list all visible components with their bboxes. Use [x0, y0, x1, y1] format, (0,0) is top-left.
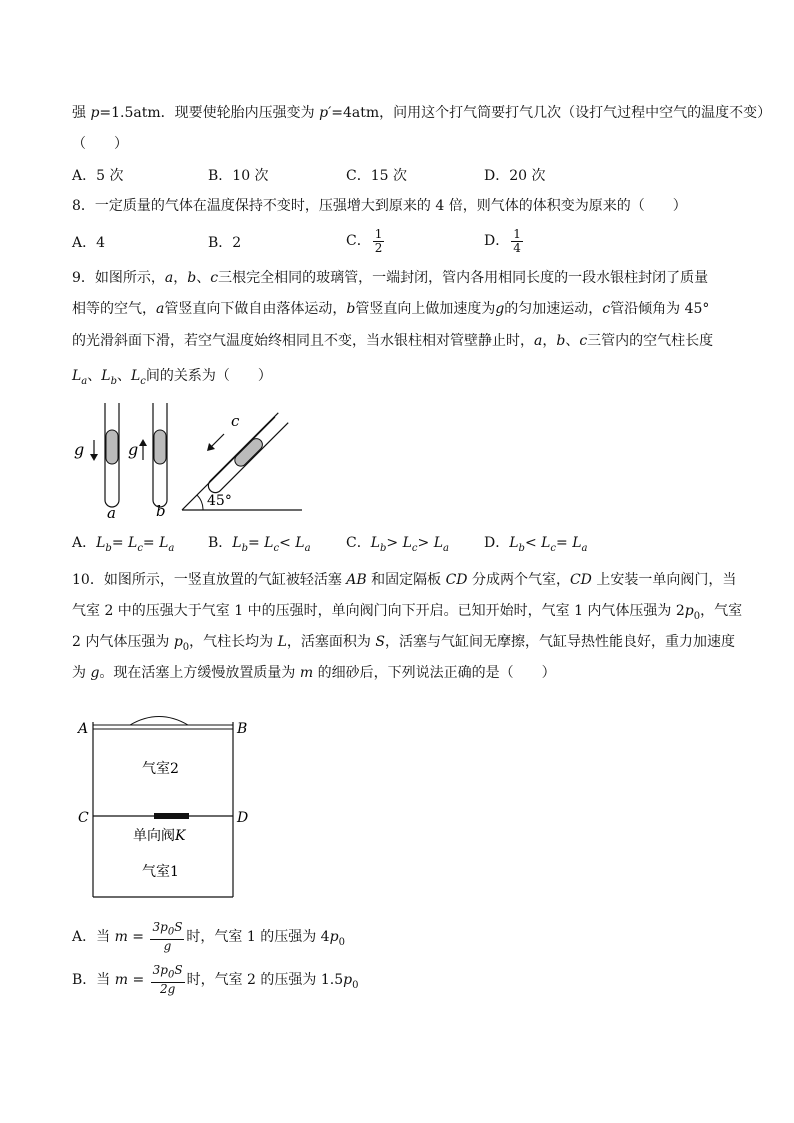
q9-line-1 — [72, 268, 708, 288]
q9-l3-b: 三管内的空气柱长度 — [587, 333, 714, 349]
q10-fig-valve-label: 单向阀 — [133, 828, 175, 844]
q9-line-2 — [72, 299, 709, 319]
q10-opt-b-eq: = — [128, 972, 149, 988]
q8-option-c-num: 1 — [374, 226, 383, 241]
q10-fig-D: D — [237, 810, 249, 826]
q10-opt-b-num — [151, 964, 185, 982]
q9-option-d[interactable] — [484, 533, 587, 559]
q9-l2-sym-c: c — [602, 301, 611, 317]
q10-p0-a: p — [684, 603, 694, 619]
q9-opt-a-s1: b — [105, 542, 112, 554]
q9-sym-a: a — [164, 270, 174, 286]
q8-option-d-den: 4 — [513, 240, 521, 255]
q9-option-a[interactable] — [72, 533, 174, 559]
q10-option-b[interactable] — [72, 963, 358, 1003]
q9-l4-b: 、 — [87, 368, 102, 384]
q9-opt-a-expr1: = L — [111, 535, 138, 551]
q10-opt-b-num-sub: 0 — [168, 969, 175, 981]
q10-line-4 — [72, 663, 556, 683]
q9-l2-sym-a: a — [156, 301, 165, 317]
q10-opt-b-fraction — [151, 964, 185, 995]
q9-Lb-L: L — [101, 368, 111, 384]
q9-fig-label-a: a — [107, 504, 116, 522]
q10-l4-c: 的细砂后，下列说法正确的是（ ） — [313, 665, 556, 681]
q10-g: g — [90, 665, 100, 681]
q8-option-d-num: 1 — [513, 226, 521, 241]
q10-opt-a-num-S: S — [174, 920, 183, 935]
q10-L: L — [277, 634, 287, 650]
q9-opt-a-s2: c — [137, 542, 143, 554]
q10-opt-b-num-S: S — [174, 963, 183, 978]
q8-option-a[interactable]: A．4 — [72, 235, 106, 251]
q9-opt-c-expr2: > L — [417, 535, 443, 551]
q10-opt-a-p: p — [329, 929, 339, 945]
q8-option-d-prefix: D． — [484, 233, 510, 249]
q10-figure — [72, 712, 262, 902]
q9-sym-c: c — [210, 270, 219, 286]
q10-opt-b-m: m — [114, 972, 129, 988]
q10-l2-b: ，气室 — [700, 603, 743, 619]
q9-opt-d-L1: L — [509, 535, 519, 551]
q10-opt-a-sub: 0 — [338, 936, 345, 948]
q9-La-L: L — [72, 368, 82, 384]
q7-text-a: 强 — [72, 105, 91, 121]
q9-l3-sep2: 、 — [565, 333, 580, 349]
q9-fig-angle: 45° — [207, 493, 232, 509]
q10-opt-b-sub: 0 — [352, 979, 359, 991]
q9-l2-g: g — [495, 301, 505, 317]
q10-l4-a: 为 — [72, 665, 91, 681]
q9-Lc — [130, 368, 146, 387]
q9-opt-c-prefix: C． — [346, 535, 371, 551]
q9-l2-sym-b: b — [346, 301, 356, 317]
q9-l3-sym-c: c — [579, 333, 588, 349]
q10-option-a[interactable] — [72, 920, 345, 960]
q9-opt-b-L1: L — [232, 535, 242, 551]
q10-l1-d: 上安装一单向阀门，当 — [591, 572, 737, 588]
q10-p0-b-sub: 0 — [182, 641, 190, 653]
q9-line-3 — [72, 331, 713, 351]
q8-stem: 8．一定质量的气体在温度保持不变时，压强增大到原来的 4 倍，则气体的体积变为原来的（ ） — [72, 198, 687, 214]
q10-l4-b: 。现在活塞上方缓慢放置质量为 — [99, 665, 300, 681]
q10-opt-a-eq: = — [127, 929, 149, 945]
q10-opt-b-b: 时，气室 2 的压强为 1.5 — [186, 972, 344, 988]
q9-Lc-sub: c — [140, 375, 146, 387]
q10-line-2 — [72, 601, 742, 627]
q10-CD: CD — [445, 572, 468, 588]
q10-opt-b-den: 2g — [159, 981, 176, 996]
q10-l1-b: 和固定隔板 — [366, 572, 446, 588]
q8-option-c[interactable] — [346, 226, 386, 256]
q9-opt-c-s3: a — [443, 542, 449, 554]
q9-La-sub: a — [81, 375, 88, 387]
q7-p-symbol: p — [90, 105, 100, 121]
q10-l1-c: 分成两个气室， — [467, 572, 570, 588]
q9-l4-c: 、 — [116, 368, 131, 384]
q9-opt-d-expr1: < L — [524, 535, 551, 551]
q9-l3-sym-a: a — [534, 333, 543, 349]
q10-opt-b-num-3p: 3p — [152, 963, 168, 978]
q7-option-a[interactable]: A．5 次 — [72, 168, 124, 184]
q10-opt-a-m: m — [114, 929, 128, 945]
q7-text-c: =4atm，问用这个打气筒要打气几次（设打气过程中空气的温度不变） — [331, 105, 772, 121]
q9-Lb — [101, 368, 117, 387]
q10-opt-b-a: B．当 — [72, 972, 115, 988]
piston-ab — [93, 717, 233, 730]
q9-opt-b-expr2: < L — [279, 535, 305, 551]
q9-sym-b: b — [187, 270, 197, 286]
q9-l3-a: 的光滑斜面下滑，若空气温度始终相同且不变，当水银柱相对管壁静止时， — [72, 333, 534, 349]
q10-opt-a-num — [150, 921, 184, 939]
q9-l2-a: 相等的空气， — [72, 301, 156, 317]
q8-option-d[interactable] — [484, 226, 525, 256]
arrow-up-icon — [139, 439, 147, 446]
q10-fig-room2: 气室2 — [142, 761, 179, 777]
q7-line-2: （ ） — [72, 136, 128, 152]
q10-l3-d: ，活塞与气缸间无摩擦，气缸导热性能良好，重力加速度 — [384, 634, 735, 650]
q9-fig-label-b: b — [156, 502, 166, 520]
q8-option-c-prefix: C． — [346, 233, 371, 249]
q10-l3-c: ，活塞面积为 — [286, 634, 376, 650]
q10-m: m — [299, 665, 314, 681]
q9-line-4 — [72, 366, 272, 392]
q9-l2-b: 管竖直向下做自由落体运动， — [164, 301, 347, 317]
q10-fig-valve-k: K — [175, 828, 186, 844]
q9-opt-c-expr1: > L — [386, 535, 412, 551]
q9-l1-sep1: ， — [173, 270, 188, 286]
q9-opt-b-s3: a — [304, 542, 311, 554]
q9-opt-c-s1: b — [380, 542, 387, 554]
q10-fig-valve-text — [133, 827, 187, 844]
q9-opt-a-L1: L — [96, 535, 106, 551]
q9-opt-d-s1: b — [518, 542, 525, 554]
q10-CD-2: CD — [569, 572, 592, 588]
q9-Lc-L: L — [130, 368, 141, 384]
q7-pp-symbol: p′ — [319, 105, 332, 121]
q10-fig-C: C — [78, 810, 89, 826]
q10-fig-A: A — [78, 721, 89, 737]
q9-fig-label-c: c — [231, 412, 240, 430]
q9-opt-d-prefix: D． — [484, 535, 510, 551]
q8-option-c-den: 2 — [374, 240, 383, 255]
tube-b — [153, 403, 167, 507]
q10-l2-a: 气室 2 中的压强大于气室 1 中的压强时，单向阀门向下开启。已知开始时，气室 1 内气体压强为 2 — [72, 603, 685, 619]
q9-l2-c: 管竖直向上做加速度为 — [355, 301, 496, 317]
q9-opt-d-s2: c — [550, 542, 557, 554]
q9-opt-d-expr2: = L — [556, 535, 582, 551]
q9-opt-a-expr2: = L — [142, 535, 169, 551]
q9-figure — [70, 398, 310, 523]
q10-opt-a-b: 时，气室 1 的压强为 4 — [186, 929, 330, 945]
q9-l1-a: 9．如图所示， — [72, 270, 165, 286]
q9-fig-g-a: g — [74, 440, 85, 459]
q9-l3-sym-b: b — [556, 333, 566, 349]
q9-Lb-sub: b — [110, 375, 117, 387]
q10-l3-a: 2 内气体压强为 — [72, 634, 174, 650]
q10-p0-b: p — [173, 634, 183, 650]
q9-opt-b-prefix: B． — [208, 535, 233, 551]
q10-p0-a-sub: 0 — [693, 610, 701, 622]
valve-k — [154, 813, 189, 819]
q9-opt-a-prefix: A． — [72, 535, 97, 551]
q7-text-b: =1.5atm．现要使轮胎内压强变为 — [99, 105, 320, 121]
q8-option-c-fraction — [373, 228, 385, 255]
q7-option-c[interactable]: C．15 次 — [346, 168, 407, 184]
q10-line-3 — [72, 632, 735, 658]
q9-opt-a-s3: a — [168, 542, 175, 554]
q8-option-d-fraction — [511, 228, 523, 255]
tube-a — [105, 403, 119, 507]
q9-l4-d: 间的关系为（ ） — [145, 368, 272, 384]
q9-opt-c-s2: c — [411, 542, 418, 554]
q9-l2-d: 的匀加速运动， — [504, 301, 603, 317]
q10-S: S — [375, 634, 385, 650]
q9-l2-e: 管沿倾角为 45° — [610, 301, 710, 317]
q9-opt-b-s1: b — [241, 542, 248, 554]
q9-option-c[interactable] — [346, 533, 449, 559]
q9-opt-b-s2: c — [273, 542, 280, 554]
q9-l3-sep1: ， — [542, 333, 557, 349]
q10-fig-room1: 气室1 — [142, 864, 179, 880]
q7-line-1 — [72, 103, 771, 123]
q10-opt-a-den: g — [163, 938, 172, 953]
q9-opt-b-expr1: = L — [248, 535, 274, 551]
q9-l1-sep2: 、 — [196, 270, 211, 286]
q9-opt-c-L1: L — [370, 535, 381, 551]
q9-La — [72, 368, 88, 387]
q9-fig-g-b: g — [128, 440, 139, 459]
q10-l3-b: ，气柱长均为 — [189, 634, 278, 650]
q7-option-d[interactable]: D．20 次 — [484, 168, 546, 184]
q9-opt-d-s3: a — [581, 542, 588, 554]
q7-option-b[interactable]: B．10 次 — [208, 168, 269, 184]
q10-fig-B: B — [237, 721, 248, 737]
q10-opt-b-p: p — [343, 972, 353, 988]
q9-l1-b: 三根完全相同的玻璃管，一端封闭，管内各用相同长度的一段水银柱封闭了质量 — [218, 270, 709, 286]
q10-opt-a-num-3p: 3p — [152, 920, 168, 935]
arrow-down-icon — [90, 454, 98, 461]
q10-l1-a: 10．如图所示，一竖直放置的气缸被轻活塞 — [72, 572, 347, 588]
q10-opt-a-a: A．当 — [72, 929, 115, 945]
q9-option-b[interactable] — [208, 533, 311, 559]
q8-option-b[interactable]: B．2 — [208, 235, 242, 251]
q10-opt-a-fraction — [150, 921, 184, 952]
tube-c — [205, 413, 288, 496]
q10-line-1 — [72, 570, 736, 590]
q10-AB: AB — [346, 572, 367, 588]
q10-opt-a-num-sub: 0 — [167, 926, 175, 938]
